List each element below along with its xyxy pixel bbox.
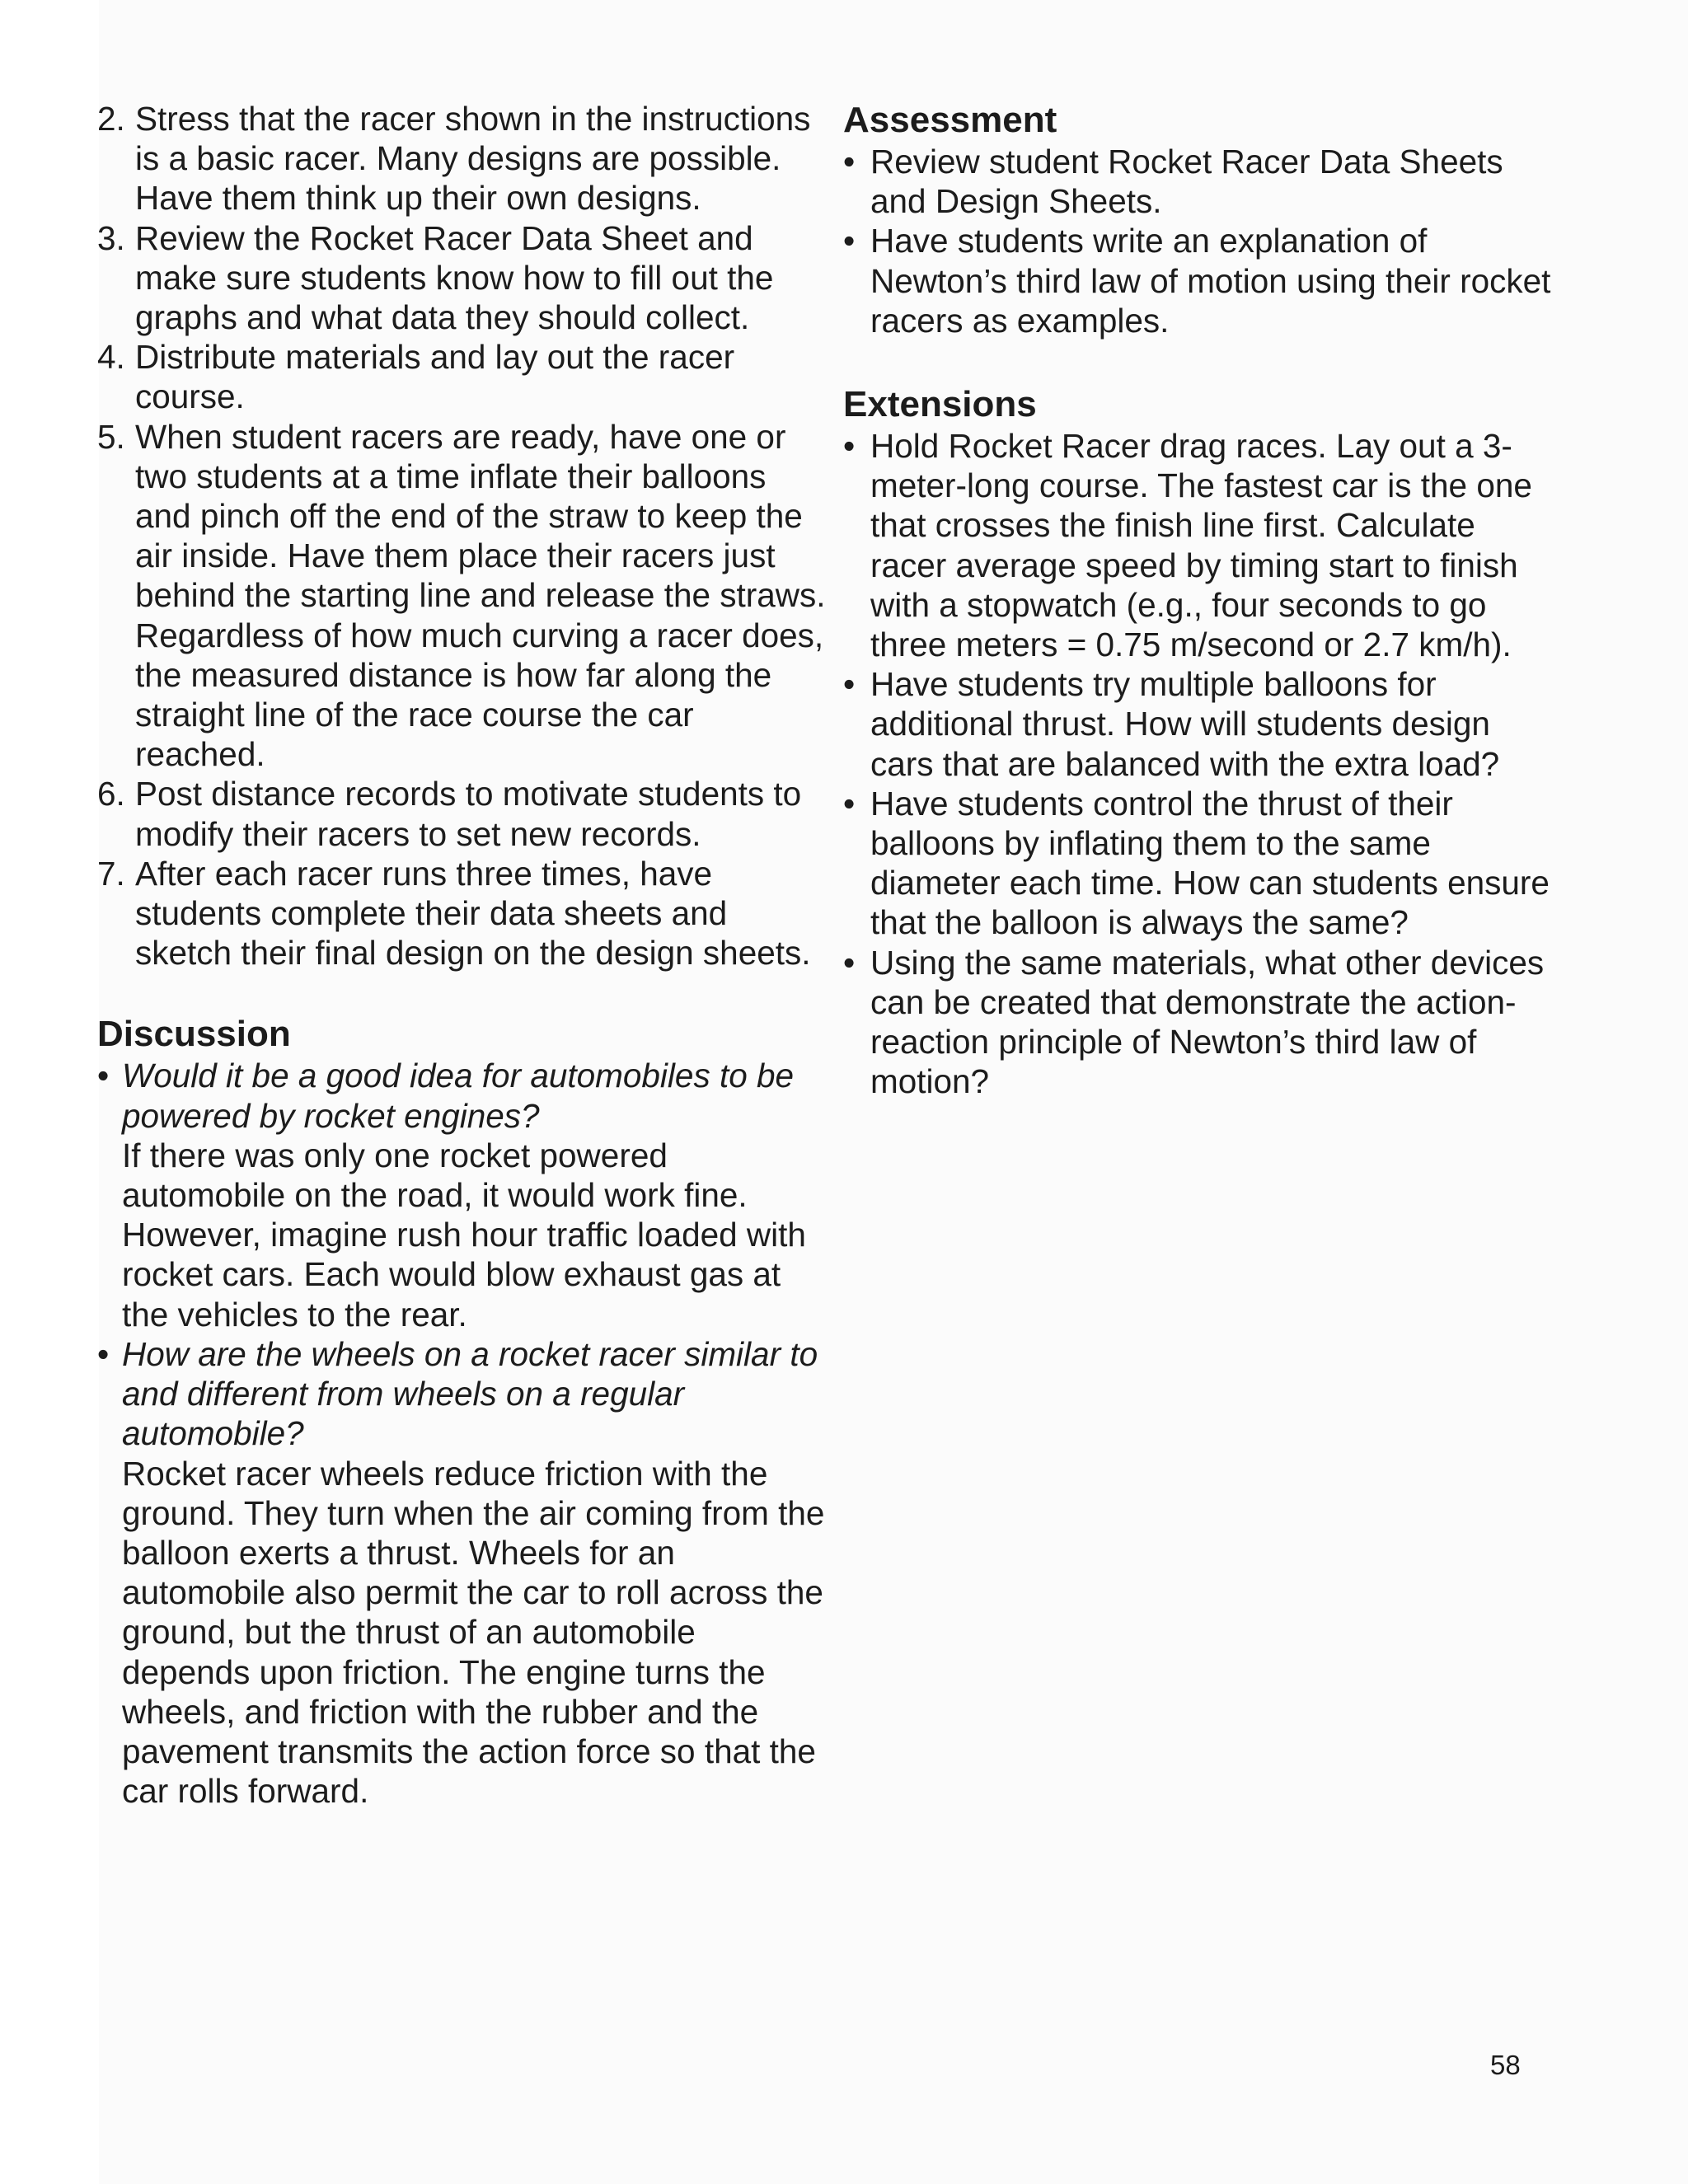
bullet-marker: •	[843, 665, 856, 704]
right-column	[843, 99, 1560, 1101]
bullet-marker: •	[843, 784, 856, 823]
bullet-marker: •	[97, 1057, 110, 1095]
discussion-item	[97, 1334, 831, 1811]
left-column	[97, 99, 831, 1811]
discussion-item	[97, 1056, 831, 1333]
extensions-item-text: Hold Rocket Racer drag races. Lay out a 3-meter-long course. The fastest car is the one that crosses the finish line first. Calculate racer average speed by timing start to finish with a stopwatch (e.g., four seconds to go three meters = 0.75 m/second or 2.7 km/h).	[870, 427, 1532, 664]
procedure-list	[97, 99, 831, 972]
procedure-item-text: After each racer runs three times, have students complete their data sheets and sketch their final design on the design sheets.	[135, 854, 811, 972]
bullet-marker: •	[843, 222, 856, 260]
assessment-item-text: Review student Rocket Racer Data Sheets and Design Sheets.	[870, 143, 1503, 221]
procedure-item-number: 3.	[97, 218, 125, 257]
procedure-item-number: 6.	[97, 775, 125, 813]
discussion-item-body	[122, 1334, 831, 1811]
bullet-marker: •	[97, 1334, 110, 1373]
assessment-item	[843, 221, 1560, 340]
procedure-item	[97, 417, 831, 775]
discussion-question: How are the wheels on a rocket racer similar to and different from wheels on a regular automobile?	[122, 1334, 818, 1453]
extensions-item	[843, 664, 1560, 784]
procedure-item	[97, 337, 831, 416]
procedure-item-text: When student racers are ready, have one or two students at a time inflate their balloons and pinch off the end of the straw to keep the air inside. Have them place their racers just behind the starting line and release the straws. Regardless of how much curving a racer does, the measured distance is how far along the straight line of the race course the car reached.	[135, 417, 826, 774]
extensions-item-text: Have students control the thrust of their balloons by inflating them to the same diameter each time. How can students ensure that the balloon is always the same?	[870, 784, 1550, 942]
extensions-section	[843, 383, 1560, 1101]
page-number: 58	[1490, 2050, 1521, 2080]
assessment-list	[843, 142, 1560, 340]
procedure-item-text: Distribute materials and lay out the racer course.	[135, 338, 735, 416]
discussion-answer: If there was only one rocket powered automobile on the road, it would work fine. However, imagine rush hour traffic loaded with rocket cars. Each would blow exhaust gas at the vehicles to the rear.	[122, 1136, 806, 1333]
procedure-item-text: Post distance records to motivate students to modify their racers to set new records.	[135, 775, 802, 853]
extensions-heading: Extensions	[843, 384, 1037, 425]
extensions-item	[843, 784, 1560, 943]
extensions-item-text: Using the same materials, what other devices can be created that demonstrate the action-reaction principle of Newton’s third law of motion?	[870, 943, 1545, 1101]
discussion-section	[97, 1013, 831, 1811]
assessment-heading: Assessment	[843, 100, 1057, 140]
procedure-item	[97, 218, 831, 338]
extensions-list	[843, 426, 1560, 1101]
procedure-item-text: Review the Rocket Racer Data Sheet and make sure students know how to fill out the graphs and what data they should collect.	[135, 218, 774, 337]
procedure-item	[97, 854, 831, 973]
procedure-item-text: Stress that the racer shown in the instructions is a basic racer. Many designs are possible. Have them think up their own designs.	[135, 100, 811, 218]
assessment-item	[843, 142, 1560, 221]
discussion-question: Would it be a good idea for automobiles to be powered by rocket engines?	[122, 1057, 795, 1135]
bullet-marker: •	[843, 427, 856, 466]
bullet-marker: •	[843, 143, 856, 180]
discussion-item-body	[122, 1056, 831, 1333]
bullet-marker: •	[843, 943, 856, 982]
extensions-item	[843, 426, 1560, 664]
extensions-item-text: Have students try multiple balloons for additional thrust. How will students design cars that are balanced with the extra load?	[870, 665, 1500, 783]
assessment-item-text: Have students write an explanation of Newton’s third law of motion using their rocket racers as examples.	[870, 222, 1551, 340]
procedure-item-number: 4.	[97, 338, 125, 377]
assessment-section	[843, 99, 1560, 340]
discussion-heading: Discussion	[97, 1014, 291, 1055]
procedure-item-number: 2.	[97, 100, 125, 138]
procedure-item-number: 7.	[97, 854, 125, 893]
procedure-item	[97, 774, 831, 853]
extensions-item	[843, 943, 1560, 1102]
procedure-item	[97, 99, 831, 218]
discussion-answer: Rocket racer wheels reduce friction with the ground. They turn when the air coming from the balloon exerts a thrust. Wheels for an automobile also permit the car to roll across the ground, but the thrust of an automobile depends upon friction. The engine turns the wheels, and friction with the rubber and the pavement transmits the action force so that the car rolls forward.	[122, 1454, 825, 1811]
procedure-item-number: 5.	[97, 417, 125, 456]
